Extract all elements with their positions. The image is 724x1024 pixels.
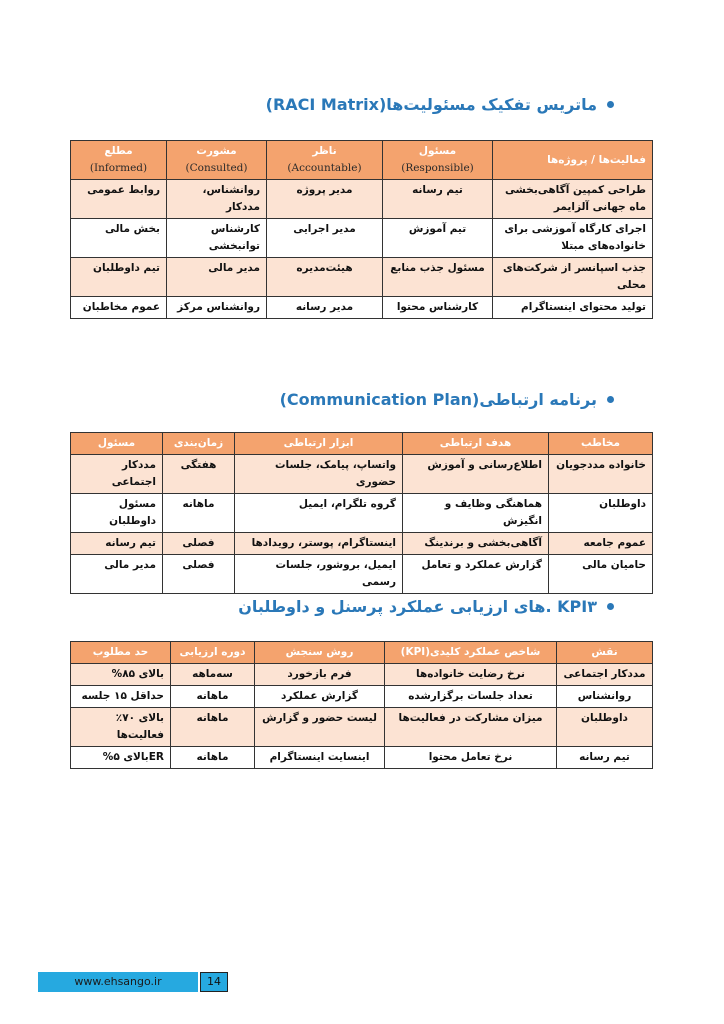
raci-cell: جذب اسپانسر از شرکت‌های محلی — [493, 258, 653, 297]
table-row — [71, 180, 653, 219]
raci-header-informed: مطلع (Informed) — [71, 141, 167, 180]
kpi-cell: بالای ۷۰٪ فعالیت‌ها — [71, 708, 171, 747]
kpi-header-period: دوره ارزیابی — [171, 642, 255, 664]
raci-cell: تولید محتوای اینستاگرام — [493, 297, 653, 319]
comm-cell: مدیر مالی — [71, 555, 163, 594]
raci-cell: مدیر اجرایی — [267, 219, 383, 258]
kpi-cell: بالای ۸۵% — [71, 664, 171, 686]
raci-cell: روانشناس مرکز — [167, 297, 267, 319]
raci-section-title — [266, 95, 614, 114]
kpi-cell: سه‌ماهه — [171, 664, 255, 686]
raci-cell: مدیر مالی — [167, 258, 267, 297]
kpi-cell: میزان مشارکت در فعالیت‌ها — [385, 708, 557, 747]
comm-table — [70, 432, 653, 594]
raci-cell: تیم داوطلبان — [71, 258, 167, 297]
kpi-header-indicator: شاخص عملکرد کلیدی(KPI) — [385, 642, 557, 664]
kpi-cell: حداقل ۱۵ جلسه — [71, 686, 171, 708]
footer-website[interactable]: www.ehsango.ir — [38, 972, 198, 992]
comm-cell: ایمیل، بروشور، جلسات رسمی — [235, 555, 403, 594]
comm-cell: فصلی — [163, 555, 235, 594]
comm-section-title — [280, 390, 614, 409]
kpi-cell: ERبالای ۵% — [71, 747, 171, 769]
page-number: 14 — [200, 972, 228, 992]
comm-cell: واتساپ، پیامک، جلسات حضوری — [235, 455, 403, 494]
comm-cell: مسئول داوطلبان — [71, 494, 163, 533]
kpi-cell: فرم بازخورد — [255, 664, 385, 686]
raci-cell: بخش مالی — [71, 219, 167, 258]
bullet-icon — [607, 603, 614, 610]
kpi-cell: داوطلبان — [557, 708, 653, 747]
raci-cell: تیم آموزش — [383, 219, 493, 258]
kpi-cell: روانشناس — [557, 686, 653, 708]
table-row — [71, 686, 653, 708]
table-row — [71, 494, 653, 533]
raci-cell: روابط عمومی — [71, 180, 167, 219]
bullet-icon — [607, 101, 614, 108]
comm-cell: خانواده مددجویان — [549, 455, 653, 494]
raci-cell: مدیر رسانه — [267, 297, 383, 319]
comm-header-tools: ابزار ارتباطی — [235, 433, 403, 455]
kpi-cell: نرخ تعامل محتوا — [385, 747, 557, 769]
table-row — [71, 664, 653, 686]
raci-cell: اجرای کارگاه آموزشی برای خانواده‌های مبتلا — [493, 219, 653, 258]
kpi-table — [70, 641, 653, 769]
comm-title-text: برنامه ارتباطی(Communication Plan) — [279, 390, 597, 409]
raci-cell: طراحی کمپین آگاهی‌بخشی ماه جهانی آلزایمر — [493, 180, 653, 219]
raci-cell: تیم رسانه — [383, 180, 493, 219]
comm-cell: اطلاع‌رسانی و آموزش — [403, 455, 549, 494]
comm-header-goal: هدف ارتباطی — [403, 433, 549, 455]
kpi-section-title — [238, 597, 614, 616]
kpi-cell: اینسایت اینستاگرام — [255, 747, 385, 769]
table-row — [71, 747, 653, 769]
raci-title-text: ماتریس تفکیک مسئولیت‌ها(RACI Matrix) — [265, 95, 597, 114]
raci-cell: کارشناس محتوا — [383, 297, 493, 319]
table-row — [71, 219, 653, 258]
kpi-cell: تعداد جلسات برگزارشده — [385, 686, 557, 708]
comm-cell: حامیان مالی — [549, 555, 653, 594]
kpi-header-row — [71, 642, 653, 664]
raci-cell: هیئت‌مدیره — [267, 258, 383, 297]
comm-cell: داوطلبان — [549, 494, 653, 533]
table-row — [71, 555, 653, 594]
raci-table — [70, 140, 653, 319]
raci-header-row — [71, 141, 653, 180]
raci-cell: مدیر پروژه — [267, 180, 383, 219]
raci-cell: مسئول جذب منابع — [383, 258, 493, 297]
kpi-cell: ماهانه — [171, 747, 255, 769]
bullet-icon — [607, 396, 614, 403]
comm-header-row — [71, 433, 653, 455]
kpi-cell: ماهانه — [171, 708, 255, 747]
comm-cell: هفتگی — [163, 455, 235, 494]
comm-cell: مددکار اجتماعی — [71, 455, 163, 494]
table-row — [71, 708, 653, 747]
raci-cell: روانشناس، مددکار — [167, 180, 267, 219]
table-row — [71, 258, 653, 297]
table-row — [71, 455, 653, 494]
raci-cell: کارشناس توانبخشی — [167, 219, 267, 258]
kpi-header-method: روش سنجش — [255, 642, 385, 664]
comm-cell: تیم رسانه — [71, 533, 163, 555]
kpi-cell: تیم رسانه — [557, 747, 653, 769]
table-row — [71, 297, 653, 319]
kpi-cell: ماهانه — [171, 686, 255, 708]
comm-cell: آگاهی‌بخشی و برندینگ — [403, 533, 549, 555]
raci-header-consulted: مشورت (Consulted) — [167, 141, 267, 180]
comm-header-owner: مسئول — [71, 433, 163, 455]
kpi-header-target: حد مطلوب — [71, 642, 171, 664]
raci-header-accountable: ناظر (Accountable) — [267, 141, 383, 180]
kpi-cell: لیست حضور و گزارش — [255, 708, 385, 747]
comm-cell: فصلی — [163, 533, 235, 555]
comm-cell: عموم جامعه — [549, 533, 653, 555]
kpi-title-text: KPI۳ .های ارزیابی عملکرد پرسنل و داوطلبان — [238, 597, 597, 616]
raci-header-activities: فعالیت‌ها / پروژه‌ها — [493, 141, 653, 180]
comm-cell: اینستاگرام، پوستر، رویدادها — [235, 533, 403, 555]
raci-cell: عموم مخاطبان — [71, 297, 167, 319]
comm-header-audience: مخاطب — [549, 433, 653, 455]
comm-cell: گزارش عملکرد و تعامل — [403, 555, 549, 594]
kpi-cell: مددکار اجتماعی — [557, 664, 653, 686]
kpi-cell: نرخ رضایت خانواده‌ها — [385, 664, 557, 686]
comm-cell: هماهنگی وظایف و انگیزش — [403, 494, 549, 533]
comm-header-schedule: زمان‌بندی — [163, 433, 235, 455]
kpi-header-role: نقش — [557, 642, 653, 664]
table-row — [71, 533, 653, 555]
raci-header-responsible: مسئول (Responsible) — [383, 141, 493, 180]
comm-cell: ماهانه — [163, 494, 235, 533]
comm-cell: گروه تلگرام، ایمیل — [235, 494, 403, 533]
kpi-cell: گزارش عملکرد — [255, 686, 385, 708]
